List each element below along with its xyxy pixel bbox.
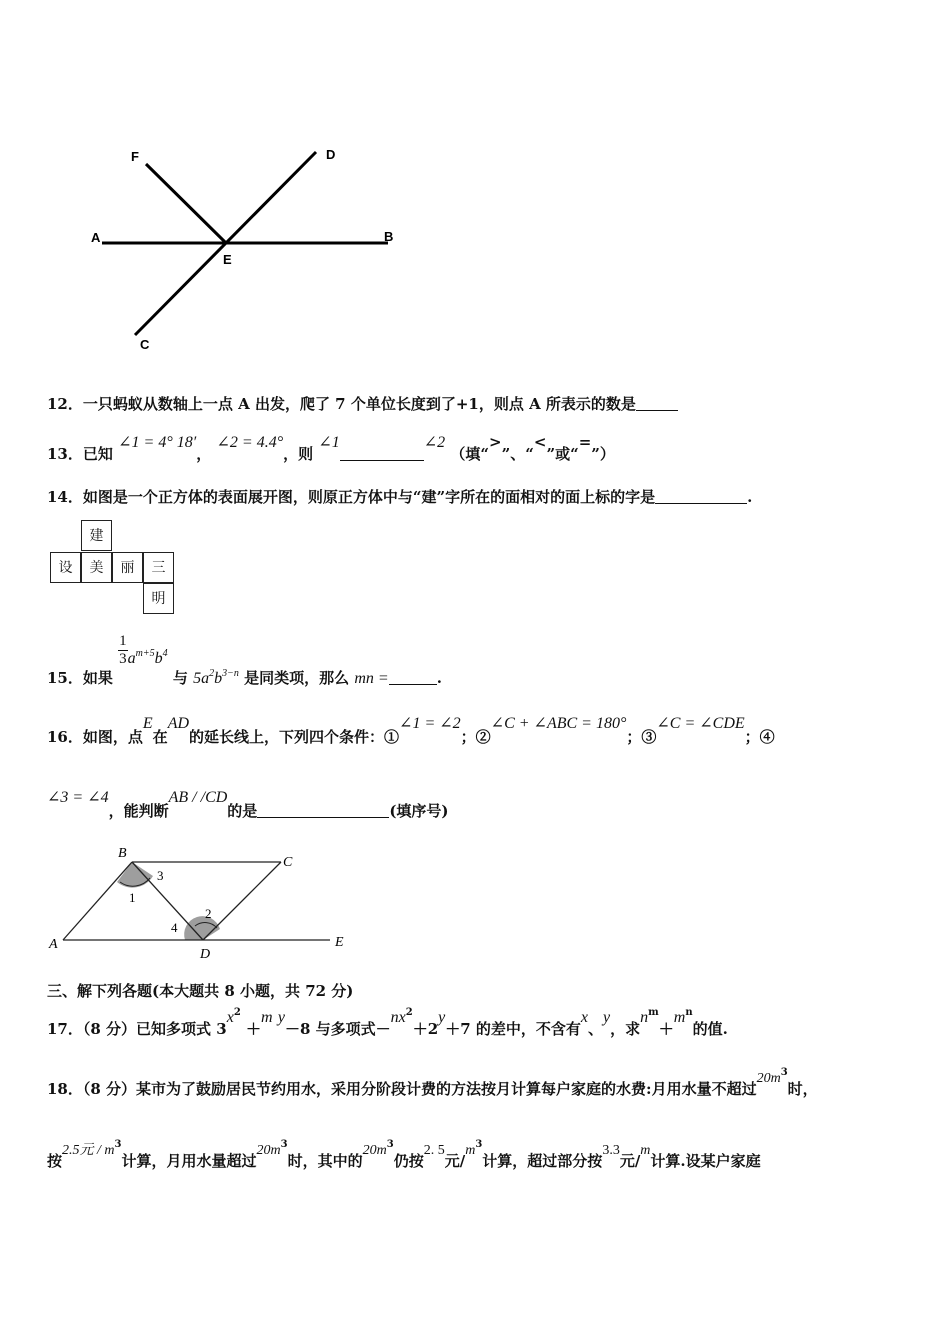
q16-e: E xyxy=(142,715,153,732)
question-16-line2 xyxy=(47,786,449,820)
label-b: B xyxy=(118,846,127,861)
q15-b2-exp: 3−n xyxy=(222,668,239,679)
q17-y: y xyxy=(277,1009,285,1026)
q13-angle1: ∠1 = 4° 18′ xyxy=(118,434,197,451)
q15-mid: 与 xyxy=(172,669,188,687)
q18-l2a: 按 xyxy=(47,1152,63,1170)
q16-cond3: ∠C = ∠CDE xyxy=(656,715,745,732)
label-f: F xyxy=(131,149,139,164)
q16-p6: ；④ xyxy=(744,728,775,746)
q17-p3: ＋2 xyxy=(412,1020,439,1038)
q16-p1: 如图，点 xyxy=(82,728,143,746)
q18-l2d: 仍按 xyxy=(393,1152,424,1170)
q15-end: . xyxy=(436,669,442,687)
q13-gt: > xyxy=(489,433,502,451)
q14-answer-blank[interactable] xyxy=(655,489,747,504)
q13-hint-open: （填“ xyxy=(450,445,490,463)
q18-l1: （8 分）某市为了鼓励居民节约用水，采用分阶段计费的方法按月计算每户家庭的水费:月用水量不超过 xyxy=(82,1080,757,1098)
q13-number: 13． xyxy=(47,445,83,463)
q13-answer-blank[interactable] xyxy=(340,446,424,461)
cube-cell-li: 丽 xyxy=(112,552,143,583)
q15-a-exp: m+5 xyxy=(135,648,155,659)
q13-lt: < xyxy=(533,433,547,451)
q15-b: b xyxy=(154,650,163,667)
q16-ad: AD xyxy=(167,715,190,732)
label-1: 1 xyxy=(129,890,136,905)
question-18-line2 xyxy=(47,1138,761,1170)
q18-v3-exp: 3 xyxy=(280,1139,288,1150)
q16-p9: (填序号) xyxy=(389,802,449,820)
label-2: 2 xyxy=(205,906,212,921)
q14-end: . xyxy=(747,488,753,506)
q15-term1 xyxy=(128,650,168,667)
q15-prefix: 如果 xyxy=(82,669,113,687)
q13-angle2: ∠2 = 4.4° xyxy=(216,434,284,451)
segment-bd xyxy=(132,862,203,940)
q18-l2f: 计算，超过部分按 xyxy=(482,1152,603,1170)
q17-x: x xyxy=(226,1009,234,1026)
q18-v1-exp: 3 xyxy=(780,1067,788,1078)
q12-answer-blank[interactable] xyxy=(636,396,678,411)
q12-text: 一只蚂蚁从数轴上一点 A 出发，爬了 7 个单位长度到了+1，则点 A 所表示的数是 xyxy=(82,395,636,413)
q17-x-exp: 2 xyxy=(233,1007,241,1018)
cube-net xyxy=(50,520,176,614)
q18-v4-exp: 3 xyxy=(386,1139,394,1150)
angle-figure xyxy=(80,140,410,360)
label-4: 4 xyxy=(171,920,178,935)
label-c: C xyxy=(140,337,150,352)
question-17 xyxy=(47,1006,728,1038)
q13-a1: ∠1 xyxy=(318,434,340,451)
q17-plus1: ＋ xyxy=(246,1020,262,1038)
q16-p5: ；③ xyxy=(626,728,657,746)
q17-p5: ，求 xyxy=(610,1020,641,1038)
q15-mn: mn = xyxy=(354,670,389,687)
q15-frac-den: 3 xyxy=(119,651,127,667)
q15-term2 xyxy=(193,670,239,687)
q18-l2g: 元/ xyxy=(619,1152,641,1170)
q15-fraction xyxy=(118,633,128,668)
segment-ab xyxy=(63,862,132,940)
label-e: E xyxy=(335,935,344,950)
q17-n-exp: m xyxy=(648,1007,659,1018)
q18-l2h: 计算.设某户家庭 xyxy=(650,1152,761,1170)
q18-v3: 20m xyxy=(256,1143,281,1158)
question-16 xyxy=(47,712,775,746)
question-13 xyxy=(47,432,615,464)
q18-v6-exp: 3 xyxy=(475,1139,483,1150)
cube-cell-mei: 美 xyxy=(81,552,112,583)
q16-number: 16． xyxy=(47,728,83,746)
q15-5a: 5a xyxy=(193,670,210,687)
q15-5a-exp: 2 xyxy=(209,668,215,679)
q16-cond4: ∠3 = ∠4 xyxy=(47,789,109,806)
q17-yv: y xyxy=(603,1009,611,1026)
q13-prefix: 已知 xyxy=(82,445,113,463)
q18-v1: 20m xyxy=(756,1071,781,1086)
q18-l2b: 计算，月用水量超过 xyxy=(121,1152,257,1170)
q15-number: 15． xyxy=(47,669,83,687)
q15-b-exp: 4 xyxy=(162,648,168,659)
q16-p2: 在 xyxy=(152,728,168,746)
q16-answer-blank[interactable] xyxy=(257,803,389,818)
q17-m2: m xyxy=(673,1009,686,1026)
q18-v7: 3.3 xyxy=(602,1143,620,1158)
cube-cell-jian: 建 xyxy=(81,520,112,551)
q13-a2: ∠2 xyxy=(423,434,446,451)
q17-number: 17． xyxy=(47,1020,83,1038)
question-12 xyxy=(47,393,678,414)
q16-p4: ；② xyxy=(460,728,491,746)
q13-eq: = xyxy=(578,433,592,451)
q12-number: 12． xyxy=(47,395,83,413)
question-18 xyxy=(47,1066,818,1098)
q15-b2: b xyxy=(214,670,223,687)
q16-abcd: AB / /CD xyxy=(168,789,228,806)
q16-p3: 的延长线上，下列四个条件：① xyxy=(189,728,400,746)
label-b: B xyxy=(384,229,394,244)
q17-m2-exp: n xyxy=(685,1007,693,1018)
label-3: 3 xyxy=(157,868,164,883)
q15-a: a xyxy=(127,650,136,667)
q17-m: m xyxy=(261,1009,273,1026)
label-a: A xyxy=(49,937,58,952)
q17-p2: －8 与多项式－ xyxy=(284,1020,391,1038)
q16-cond2: ∠C + ∠ABC = 180° xyxy=(490,715,627,732)
label-c: C xyxy=(283,855,293,870)
q17-y2: y xyxy=(438,1009,446,1026)
question-15 xyxy=(47,625,442,687)
q13-hint-close: ”） xyxy=(591,445,615,463)
q17-p4: ＋7 的差中，不含有 xyxy=(445,1020,581,1038)
q18-v6: m xyxy=(465,1143,476,1158)
q15-frac-num: 1 xyxy=(119,633,127,649)
q16-cond1: ∠1 = ∠2 xyxy=(399,715,461,732)
q15-answer-blank[interactable] xyxy=(389,670,437,685)
label-e: E xyxy=(223,252,232,267)
q13-sep1: ， xyxy=(196,445,212,463)
label-a: A xyxy=(91,230,101,245)
q13-hint-or: ”或“ xyxy=(546,445,579,463)
q18-l2c: 时，其中的 xyxy=(287,1152,363,1170)
q18-l1-end: 时， xyxy=(787,1080,818,1098)
ray-ef xyxy=(146,164,226,243)
q13-sep2: ，则 xyxy=(283,445,314,463)
question-14 xyxy=(47,486,752,507)
q17-xv: x xyxy=(580,1009,589,1026)
q18-v8: m xyxy=(640,1143,651,1158)
q14-text: 如图是一个正方体的表面展开图，则原正方体中与“建”字所在的面相对的面上标的字是 xyxy=(82,488,656,506)
cube-cell-she: 设 xyxy=(50,552,81,583)
q17-n: n xyxy=(640,1009,649,1026)
cube-cell-san: 三 xyxy=(143,552,174,583)
q13-hint-mid: ”、“ xyxy=(501,445,534,463)
q18-l2e: 元/ xyxy=(444,1152,466,1170)
q14-number: 14． xyxy=(47,488,83,506)
parallel-figure xyxy=(45,840,365,968)
q18-v2-exp: 3 xyxy=(114,1139,122,1150)
q18-v5: 2. 5 xyxy=(423,1143,445,1158)
q18-v2: 2.5元 / m xyxy=(62,1143,115,1158)
section-3-title: 三、解下列各题(本大题共 8 小题，共 72 分) xyxy=(47,982,354,1000)
q16-p8: 的是 xyxy=(227,802,258,820)
label-d: D xyxy=(200,947,211,962)
q16-p7: ，能判断 xyxy=(108,802,169,820)
label-d: D xyxy=(326,147,336,162)
q17-nx-exp: 2 xyxy=(405,1007,413,1018)
q18-number: 18． xyxy=(47,1080,83,1098)
q17-p1: （8 分）已知多项式 3 xyxy=(82,1020,227,1038)
q17-plus2: ＋ xyxy=(658,1020,674,1038)
q18-v4: 20m xyxy=(362,1143,387,1158)
q15-suffix: 是同类项，那么 xyxy=(244,669,350,687)
segment-cd xyxy=(203,862,281,940)
q17-p6: 的值. xyxy=(692,1020,728,1038)
q17-nx: nx xyxy=(390,1009,406,1026)
cube-cell-ming: 明 xyxy=(143,583,174,614)
q17-comma: 、 xyxy=(588,1020,604,1038)
